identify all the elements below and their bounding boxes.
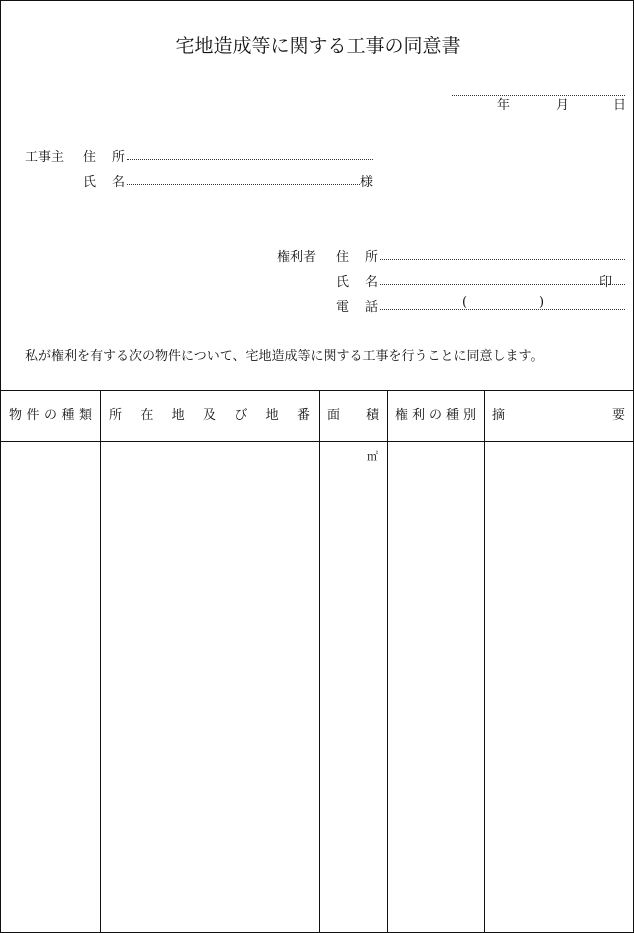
date-day-label: 日 bbox=[613, 98, 627, 113]
right-holder-phone-field[interactable] bbox=[380, 297, 625, 310]
phone-paren-open: ( bbox=[462, 295, 468, 310]
property-table bbox=[1, 390, 633, 933]
date-month-label: 月 bbox=[556, 98, 570, 113]
table-header-row bbox=[1, 391, 633, 442]
owner-name-label-2: 名 bbox=[112, 175, 126, 190]
right-holder-seal-mark: 印 bbox=[599, 275, 613, 290]
owner-honorific: 様 bbox=[360, 175, 374, 190]
consent-statement: 私が権利を有する次の物件について、宅地造成等に関する工事を行うことに同意します。 bbox=[25, 349, 544, 364]
right-holder-address-label-2: 所 bbox=[365, 250, 379, 265]
right-holder-address-field[interactable] bbox=[380, 247, 625, 260]
right-holder-phone-label-2: 話 bbox=[365, 300, 379, 315]
owner-address-field[interactable] bbox=[127, 147, 373, 160]
right-type-cell[interactable] bbox=[388, 442, 484, 933]
owner-name-field[interactable] bbox=[127, 172, 360, 185]
right-holder-phone-label-1: 電 bbox=[336, 300, 350, 315]
owner-name-label-1: 氏 bbox=[83, 175, 97, 190]
header-remarks: 摘 要 bbox=[492, 408, 625, 423]
owner-role-label: 工事主 bbox=[25, 150, 65, 165]
header-right-type: 権 利 の 種 別 bbox=[395, 408, 476, 423]
document-title: 宅地造成等に関する工事の同意書 bbox=[175, 35, 461, 57]
right-holder-name-field[interactable] bbox=[380, 272, 625, 285]
right-holder-name-label-1: 氏 bbox=[336, 275, 350, 290]
date-line[interactable] bbox=[452, 95, 625, 96]
location-cell[interactable] bbox=[101, 442, 319, 933]
header-property-type: 物 件 の 種 類 bbox=[9, 408, 92, 423]
date-year-label: 年 bbox=[497, 98, 511, 113]
area-cell[interactable] bbox=[320, 442, 387, 933]
header-area: 面 積 bbox=[327, 408, 379, 423]
right-holder-address-label-1: 住 bbox=[336, 250, 350, 265]
owner-address-label-2: 所 bbox=[112, 150, 126, 165]
phone-paren-close: ) bbox=[539, 295, 545, 310]
remarks-cell[interactable] bbox=[485, 442, 633, 933]
property-type-cell[interactable] bbox=[1, 442, 100, 933]
owner-address-label-1: 住 bbox=[83, 150, 97, 165]
right-holder-role-label: 権利者 bbox=[277, 250, 317, 265]
right-holder-name-label-2: 名 bbox=[365, 275, 379, 290]
header-location: 所 在 地 及 び 地 番 bbox=[109, 408, 310, 423]
area-unit-label: ㎡ bbox=[367, 450, 378, 463]
